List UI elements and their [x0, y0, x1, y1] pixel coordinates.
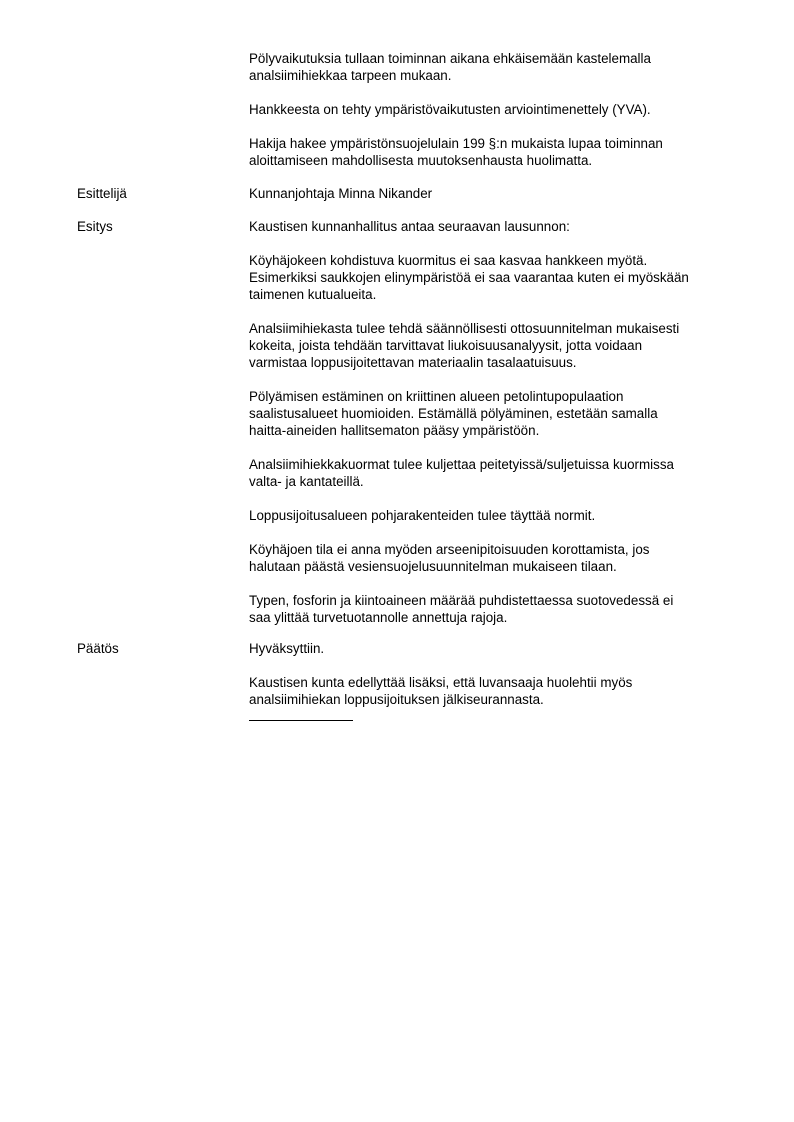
esitys-paragraph: Pölyämisen estäminen on kriittinen alueen petolintupopulaation saalistusalueet huomioiden. Estämällä pölyäminen, estetään samalla haitta-aineiden hallitsematon pääsy ympäristöön. [249, 389, 658, 438]
paatos-paragraph: Hyväksyttiin. [249, 641, 325, 656]
paatos-label: Päätös [77, 641, 119, 656]
esittelija-value: Kunnanjohtaja Minna Nikander [249, 186, 433, 201]
esitys-paragraph: Loppusijoitusalueen pohjarakenteiden tulee täyttää normit. [249, 508, 596, 523]
esitys-paragraph: Köyhäjoen tila ei anna myöden arseenipitoisuuden korottamista, jos halutaan päästä vesiensuojelusuunnitelman mukaiseen tilaan. [249, 542, 650, 574]
esittelija-label: Esittelijä [77, 186, 127, 201]
intro-paragraph: Hankkeesta on tehty ympäristövaikutusten arviointimenettely (YVA). [249, 102, 651, 117]
esitys-paragraph: Analsiimihiekkakuormat tulee kuljettaa peitetyissä/suljetuissa kuormissa valta- ja kantateillä. [249, 457, 674, 489]
esitys-paragraph: Analsiimihiekasta tulee tehdä säännöllisesti ottosuunnitelman mukaisesti kokeita, joista tehdään tarvittavat liukoisuusanalyysit, jotta voidaan varmistaa loppusijoitettavan materiaalin tasalaatuisuus. [249, 321, 680, 370]
esitys-paragraph: Kaustisen kunnanhallitus antaa seuraavan lausunnon: [249, 219, 570, 234]
paatos-paragraph: Kaustisen kunta edellyttää lisäksi, että luvansaaja huolehtii myös analsiimihiekan loppusijoituksen jälkiseurannasta. [249, 675, 633, 707]
intro-paragraph: Hakija hakee ympäristönsuojelulain 199 §:n mukaista lupaa toiminnan aloittamiseen mahdollisesta muutoksenhausta huolimatta. [249, 136, 663, 168]
esitys-label: Esitys [77, 219, 113, 234]
intro-section [249, 50, 739, 186]
paatos-content [249, 640, 739, 721]
esitys-paragraph: Typen, fosforin ja kiintoaineen määrää puhdistettaessa suotovedessä ei saa ylittää turvetuotannolle annettuja rajoja. [249, 593, 674, 625]
end-divider [249, 720, 353, 721]
intro-paragraph: Pölyvaikutuksia tullaan toiminnan aikana ehkäisemään kastelemalla analsiimihiekkaa tarpeen mukaan. [249, 51, 651, 83]
esitys-paragraph: Köyhäjokeen kohdistuva kuormitus ei saa kasvaa hankkeen myötä. Esimerkiksi saukkojen elinympäristöä ei saa vaarantaa kuten ei myöskään taimenen kutualueita. [249, 253, 689, 302]
esitys-content [249, 218, 739, 643]
